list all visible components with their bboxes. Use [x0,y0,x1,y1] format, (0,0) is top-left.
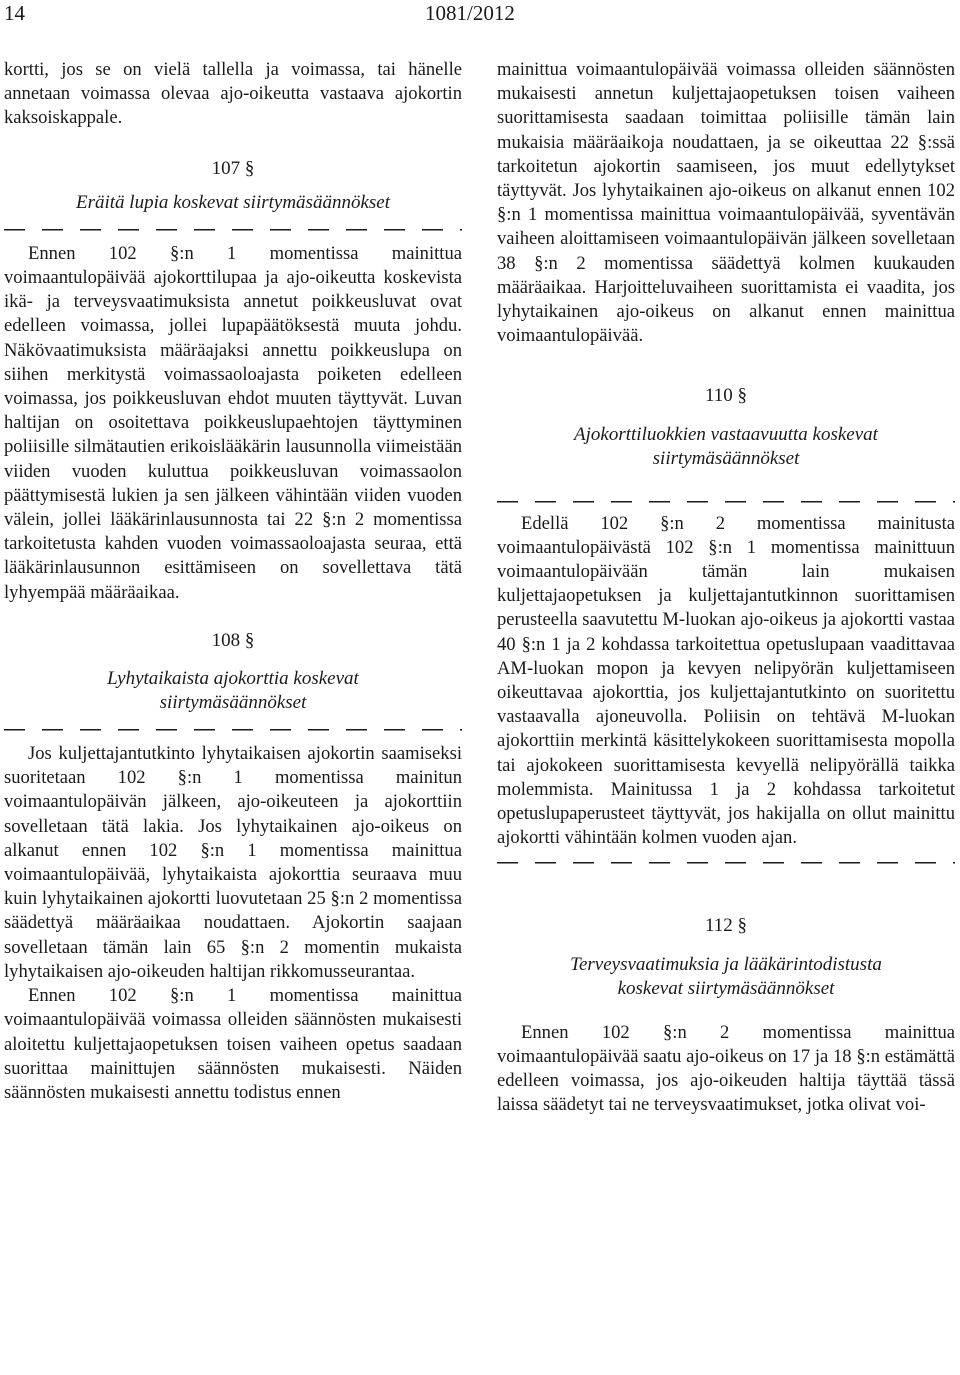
section-112-title-line2: koskevat siirtymäsäännökset [617,977,835,999]
section-108-paragraph-1: Jos kuljettajantutkinto lyhytaikaisen ajokortin saamiseksi suoritetaan 102 §:n 1 momentissa mainitun voimaantulopäivän jälkeen, ajo-oikeuteen ja ajokorttiin sovelletaan tätä lakia. Jos lyhytaikainen ajo-oikeus on alkanut ennen 102 §:n 1 momentissa mainittua voimaantulopäivää, lyhytaikaista ajokorttia seuraava muu kuin lyhytaikainen ajokortti luovutetaan 25 §:n 2 momentissa säädettyä määräaikaa noudattaen. Ajokortin saajaan sovelletaan tämän lain 65 §:n 2 momentin mukaista lyhytaikaisen ajo-oikeuden haltijan rikkomusseurantaa. [4,743,462,982]
section-107-paragraph: Ennen 102 §:n 1 momentissa mainittua voimaantulopäivää ajokorttilupaa ja ajo-oikeutta koskevista ikä- ja terveysvaatimuksista annetut poikkeusluvat ovat edelleen voimassa, jollei lupapäätöksestä muuta johdu. Näkövaatimuksista määräajaksi annettu poikkeuslupa on siihen merkitystä voimassaoloajasta poiketen edelleen voimassa, jos poikkeusluvan ehdot muuten täyttyvät. Luvan haltijan on osoitettava poikkeuslupaehtojen täyttyminen poliisille silmätautien erikoislääkärin lausunnolla viimeistään viiden vuoden kuluttua poikkeusluvan voimassaolon päättymisestä lukien ja sen jälkeen vähintään viiden vuoden välein, jollei lääkärinlausunnosta tai 22 §:n 2 momentissa tarkoitetusta kahden vuoden voimassaoloajasta seuraa, että lääkärinlausunnon esittämiseen on sovellettava tätä lyhyempää määräaikaa. [4,242,462,603]
page-number: 14 [4,1,25,25]
section-110-title-line2: siirtymäsäännökset [652,447,800,469]
omission-line [497,495,955,507]
omission-line [4,723,462,735]
section-112-title-line1: Terveysvaatimuksia ja lääkärintodistusta [570,953,882,975]
section-107-title: Eräitä lupia koskevat siirtymäsäännökset [76,191,390,213]
left-column [4,58,462,1105]
section-107-number: 107 § [211,157,255,179]
section-108-number: 108 § [211,629,255,651]
section-108-paragraph-2: Ennen 102 §:n 1 momentissa mainittua voimaantulopäivää voimassa olleiden säännösten mukaisesti aloitettu kuljettajaopetuksen toisen vaiheen opetus saadaan suorittaa mainittujen säännösten mukaisesti. Näiden säännösten mukaisesti annettu todistus ennen [4,985,462,1103]
section-110-number: 110 § [704,385,748,407]
section-112-paragraph: Ennen 102 §:n 2 momentissa mainittua voimaantulopäivää saatu ajo-oikeus on 17 ja 18 §:n estämättä edelleen voimassa, jos ajo-oikeuden haltija täyttää tässä laissa säädetyt tai ne terveysvaatimukset, jotka olivat voi- [497,1021,955,1116]
section-110-title-line1: Ajokorttiluokkien vastaavuutta koskevat [574,423,878,445]
page-header [0,0,960,30]
section-108-title-line1: Lyhytaikaista ajokorttia koskevat [107,668,359,690]
section-112-number: 112 § [704,915,748,937]
intro-paragraph: kortti, jos se on vielä tallella ja voimassa, tai hänelle annetaan voimassa olevaa ajo-oikeutta vastaava ajokortin kaksoiskappale. [4,59,462,129]
right-column [497,58,955,1118]
statute-number: 1081/2012 [425,1,515,25]
omission-line [4,223,462,235]
omission-line [497,856,955,868]
section-108-title-line2: siirtymäsäännökset [159,692,307,714]
continuation-paragraph: mainittua voimaantulopäivää voimassa olleiden säännösten mukaisesti annetun kuljettajaopetuksen toisen vaiheen suorittamisesta saadaan toimittaa poliisille tämän lain mukaisia määräaikoja noudattaen, ja se oikeuttaa 22 §:ssä tarkoitetun ajokortin saamiseen, jos muut edellytykset täyttyvät. Jos lyhytaikainen ajo-oikeus on alkanut ennen 102 §:n 1 momentissa mainittua voimaantulopäivää, syventävän vaiheen aloittamiseen voimaantulopäivän jälkeen sovelletaan 38 §:n 2 momentissa säädettyä kolmen kuukauden määräaikaa. Harjoitteluvaiheen suorittamista ei vaadita, jos lyhytaikainen ajo-oikeus on alkanut ennen mainittua voimaantulopäivää. [497,59,955,347]
section-110-paragraph: Edellä 102 §:n 2 momentissa mainitusta voimaantulopäivästä 102 §:n 1 momentissa mainittuun voimaantulopäivään tämän lain mukaisen kuljettajaopetuksen ja kuljettajantutkinnon suorittamisen perusteella saavutettu M-luokan ajo-oikeus ja ajokortti vastaa 40 §:n 1 ja 2 kohdassa tarkoitettua opetuslupaan vaadittavaa AM-luokan mopon ja kevyen nelipyörän kuljettamiseen oikeuttavaa ajokorttia, jos kuljettajantutkinto on suoritettu vastaavalla ajoneuvolla. Poliisin on tehtävä M-luokan ajokorttiin merkintä käsittelykokeen suorittamisesta mopolla tai ajokokeen suorittamisesta kevyellä nelipyörällä taikka molemmista. Mainitussa 1 ja 2 kohdassa tarkoitetut opetuslupaperusteet täyttyvät, jos hakijalla on ollut mainittu ajokortti vähintään kolmen vuoden ajan. [497,512,955,849]
